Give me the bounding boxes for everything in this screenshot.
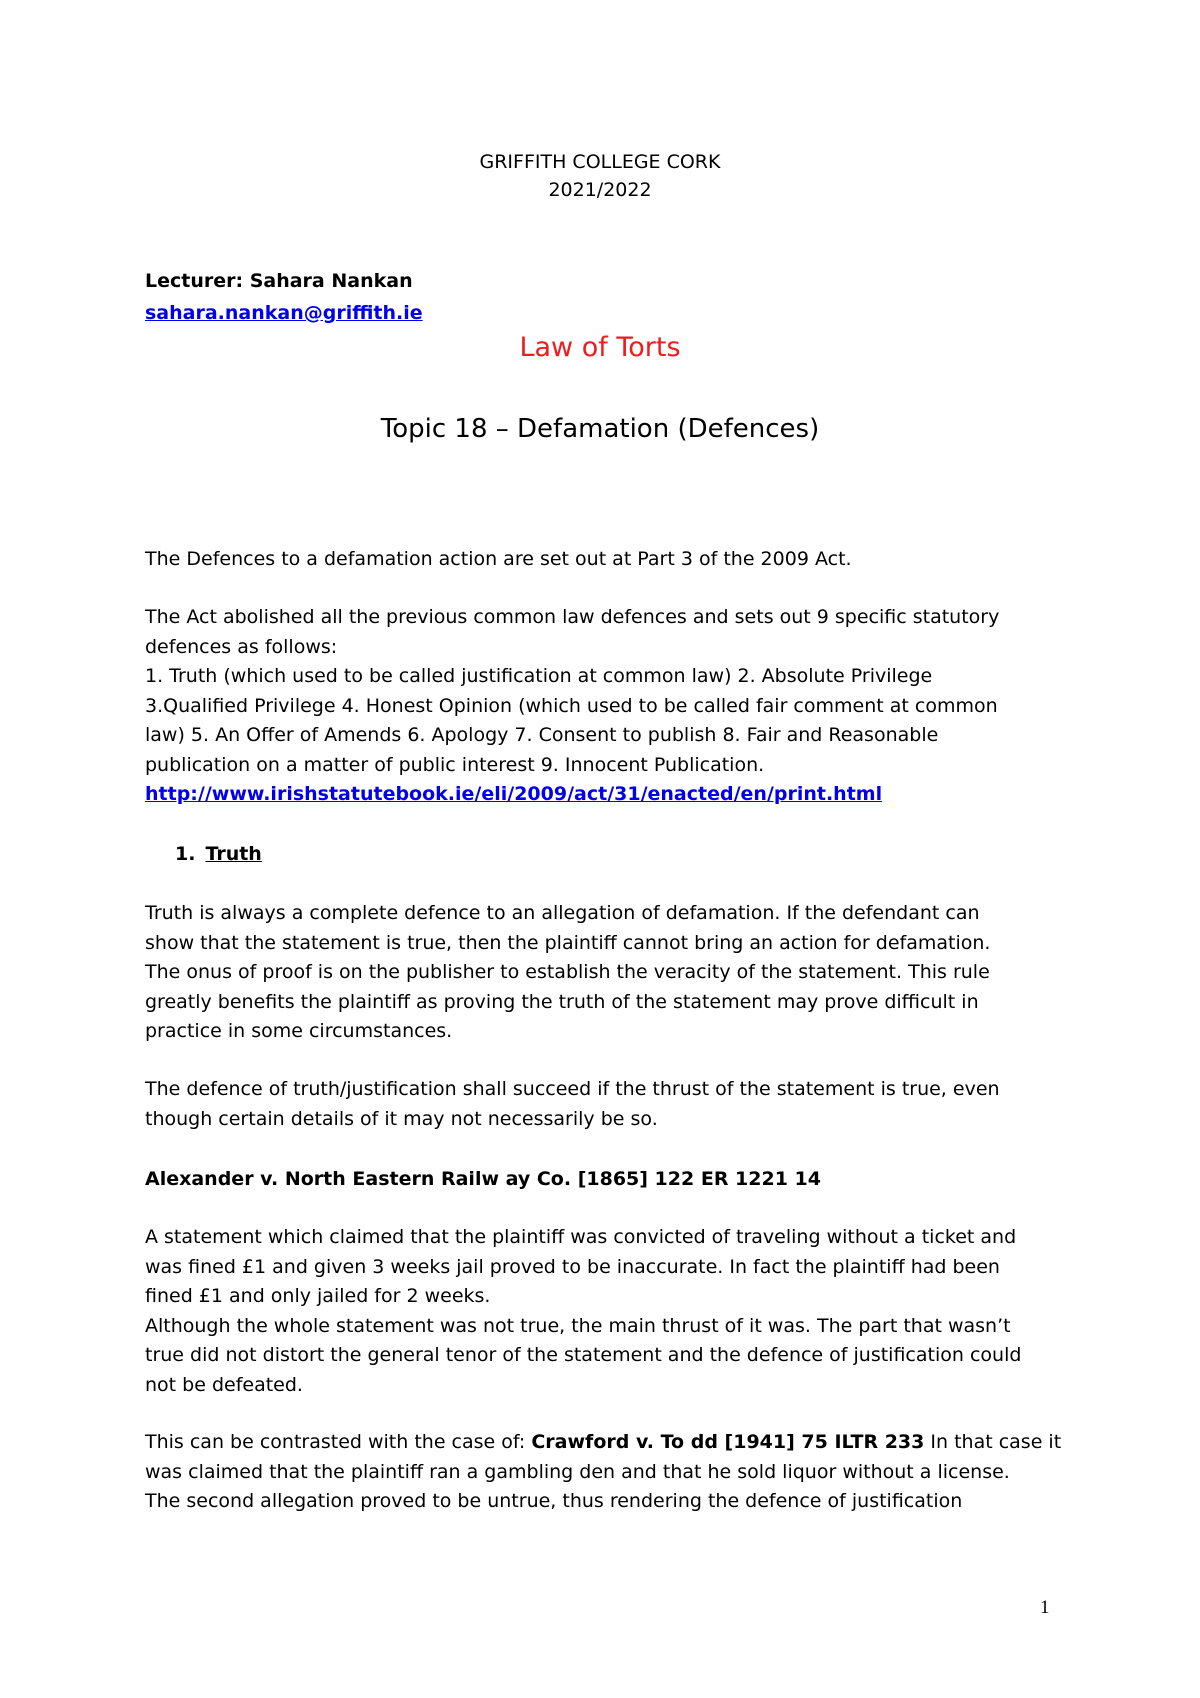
intro-line: The Defences to a defamation action are set out at Part 3 of the 2009 Act. [145, 548, 852, 570]
intro-paragraph [145, 545, 1080, 575]
course-title: Law of Torts [519, 332, 681, 363]
text-line: publication on a matter of public interest 9. Innocent Publication. [145, 753, 765, 776]
text-line: was claimed that the plaintiff ran a gambling den and that he sold liquor without a license. [145, 1460, 1010, 1483]
alexander-case-paragraph [145, 1223, 1080, 1400]
text-line: though certain details of it may not necessarily be so. [145, 1107, 658, 1130]
text-line: true did not distort the general tenor of the statement and the defence of justification could [145, 1344, 1022, 1366]
text-line: greatly benefits the plaintiff as proving the truth of the statement may prove difficult in [145, 990, 979, 1013]
text-line: The onus of proof is on the publisher to establish the veracity of the statement. This rule [145, 961, 990, 983]
text-line: 1. Truth (which used to be called justification at common law) 2. Absolute Privilege [145, 665, 933, 687]
section-number: 1. [175, 843, 196, 865]
lecturer-email-link[interactable]: sahara.nankan@griffith.ie [145, 302, 423, 324]
contrast-rest: In that case it [924, 1431, 1062, 1453]
justification-paragraph [145, 1075, 1080, 1134]
contrast-lead: This can be contrasted with the case of: [145, 1431, 532, 1453]
text-line: fined £1 and only jailed for 2 weeks. [145, 1285, 491, 1307]
text-line: The second allegation proved to be untrue, thus rendering the defence of justification [145, 1490, 963, 1512]
text-line: not be defeated. [145, 1373, 303, 1396]
text-line: The Act abolished all the previous common law defences and sets out 9 specific statutory [145, 606, 1000, 628]
topic-title: Topic 18 – Defamation (Defences) [380, 414, 820, 444]
college-name: GRIFFITH COLLEGE CORK [479, 151, 721, 173]
case-heading-alexander: Alexander v. North Eastern Railw ay Co. [1865] 122 ER 1221 14 [145, 1168, 821, 1190]
text-line: was fined £1 and given 3 weeks jail proved to be inaccurate. In fact the plaintiff had been [145, 1255, 1000, 1278]
text-line: practice in some circumstances. [145, 1020, 453, 1042]
text-line: 3.Qualified Privilege 4. Honest Opinion (which used to be called fair comment at common [145, 694, 998, 717]
text-line: defences as follows: [145, 635, 338, 658]
academic-year: 2021/2022 [548, 179, 652, 201]
lecturer-name: Lecturer: Sahara Nankan [145, 270, 413, 292]
statute-book-link[interactable]: http://www.irishstatutebook.ie/eli/2009/act/31/enacted/en/print.html [145, 783, 883, 805]
text-line: The defence of truth/justification shall succeed if the thrust of the statement is true, even [145, 1078, 1000, 1100]
text-line: Truth is always a complete defence to an allegation of defamation. If the defendant can [145, 902, 980, 924]
crawford-case-paragraph [145, 1428, 1080, 1517]
truth-paragraph [145, 899, 1080, 1047]
section-heading-truth [175, 840, 262, 869]
defences-list-paragraph [145, 603, 1080, 810]
text-line: show that the statement is true, then the plaintiff cannot bring an action for defamation. [145, 931, 991, 954]
text-line [145, 1428, 1080, 1458]
case-citation-crawford: Crawford v. To dd [1941] 75 ILTR 233 [531, 1431, 925, 1453]
page-number: 1 [1040, 1597, 1050, 1618]
text-line: Although the whole statement was not true, the main thrust of it was. The part that wasn’t [145, 1314, 1011, 1337]
section-title: Truth [205, 843, 262, 865]
text-line: law) 5. An Offer of Amends 6. Apology 7. Consent to publish 8. Fair and Reasonable [145, 724, 939, 746]
text-line: A statement which claimed that the plaintiff was convicted of traveling without a ticket and [145, 1226, 1017, 1248]
